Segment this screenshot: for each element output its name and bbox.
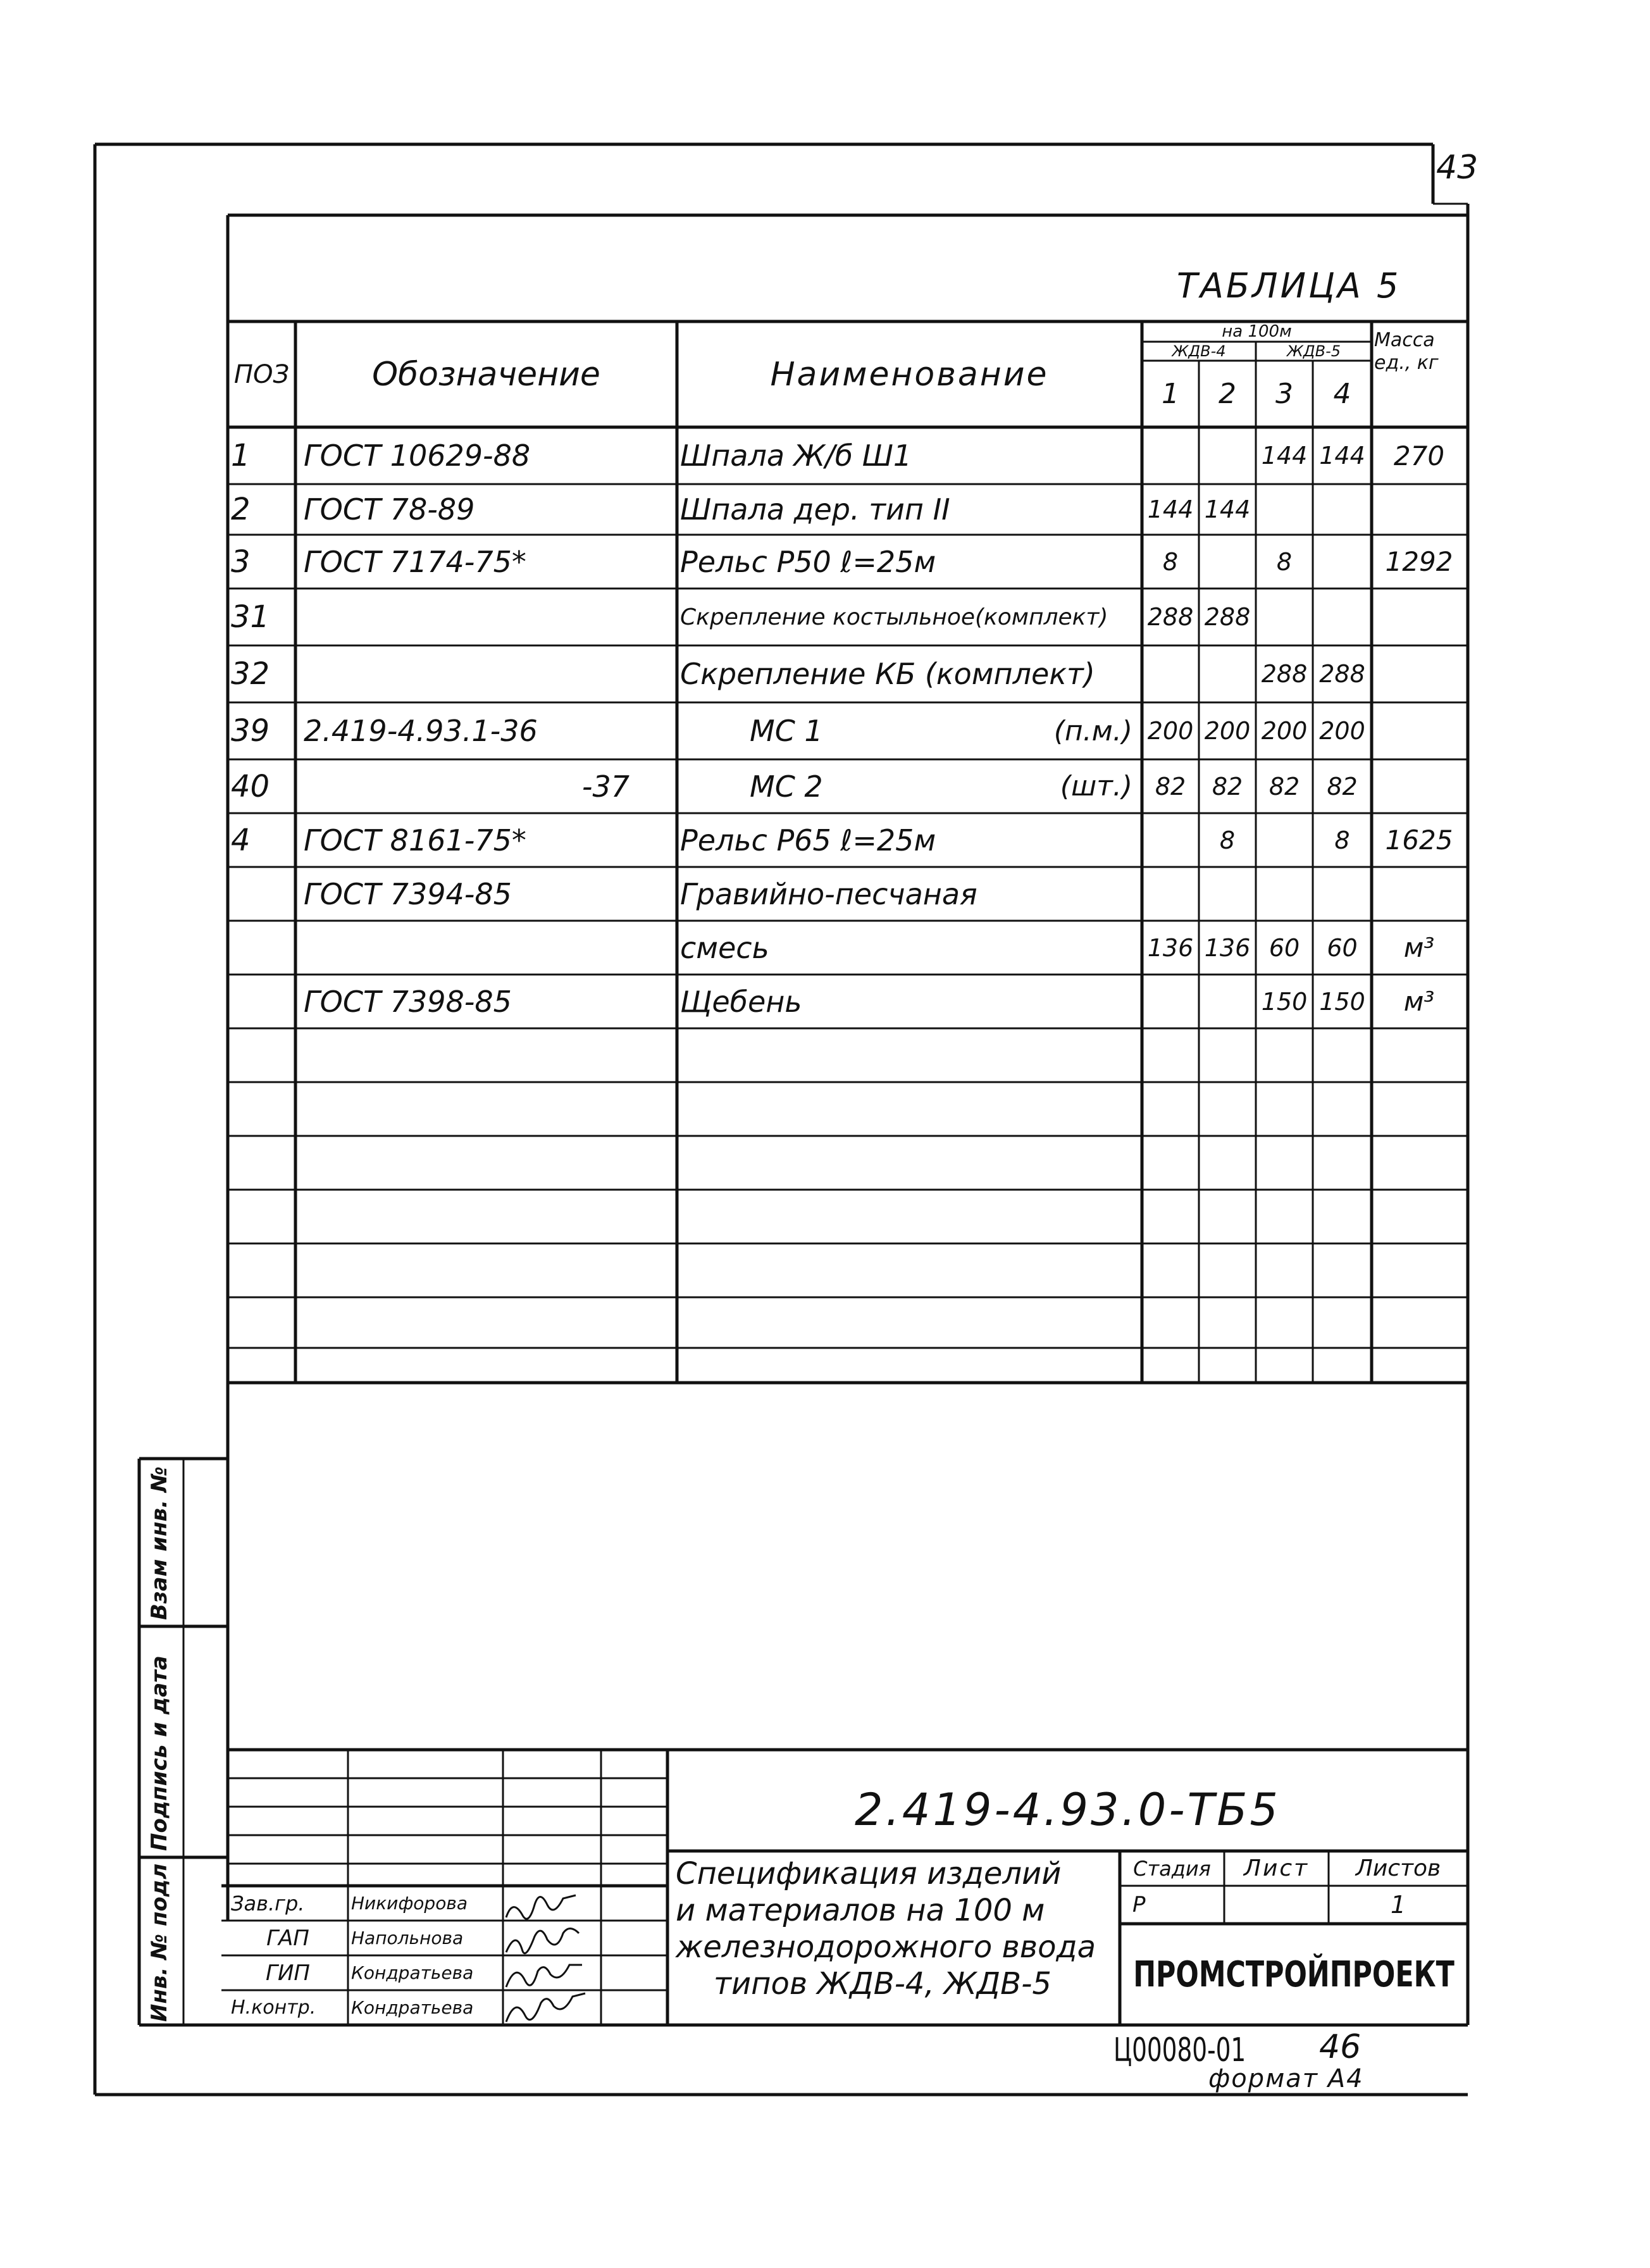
cell-q2: 8 bbox=[1219, 826, 1236, 854]
cell-q1: 136 bbox=[1147, 933, 1194, 962]
header-zhdv5: ЖДВ-5 bbox=[1287, 342, 1341, 360]
cell-unit: (шт.) bbox=[1060, 770, 1132, 802]
cell-q3: 288 bbox=[1261, 660, 1308, 688]
header-name: Наименование bbox=[770, 355, 1049, 394]
cell-name: Щебень bbox=[680, 984, 802, 1019]
cell-name: Гравийно-песчаная bbox=[680, 876, 977, 911]
doc-code: 2.419-4.93.0-ТБ5 bbox=[855, 1784, 1281, 1836]
cell-designation: ГОСТ 7174-75* bbox=[304, 544, 526, 579]
sheets-label: Листов bbox=[1355, 1855, 1441, 1881]
cell-pos: 4 bbox=[231, 822, 251, 858]
header-col1: 1 bbox=[1162, 378, 1179, 410]
cell-q3: 200 bbox=[1261, 717, 1308, 745]
cell-q4: 60 bbox=[1327, 933, 1358, 962]
header-qty-group: на 100м bbox=[1222, 322, 1292, 341]
cell-designation: ГОСТ 78-89 bbox=[304, 492, 475, 526]
signature-3 bbox=[506, 1965, 582, 1987]
cell-pos: 31 bbox=[231, 599, 270, 635]
signature-2 bbox=[506, 1929, 579, 1953]
cell-name: МС 2 bbox=[750, 769, 823, 804]
cell-name: Рельс Р50 ℓ=25м bbox=[680, 544, 936, 579]
side-stamp-inv-podl: Инв. № подл bbox=[147, 1863, 172, 2022]
role-4: Н.контр. bbox=[231, 1997, 316, 2019]
signature-4 bbox=[506, 1993, 585, 2022]
cell-mass: м³ bbox=[1403, 986, 1435, 1017]
cell-q4: 200 bbox=[1319, 717, 1365, 745]
cell-q4: 150 bbox=[1319, 987, 1365, 1016]
cell-q3: 150 bbox=[1261, 987, 1308, 1016]
header-zhdv4: ЖДВ-4 bbox=[1172, 342, 1226, 360]
cell-pos: 32 bbox=[231, 656, 270, 692]
cell-q1: 200 bbox=[1147, 717, 1194, 745]
cell-designation: ГОСТ 7394-85 bbox=[304, 876, 512, 911]
cell-q2: 200 bbox=[1204, 717, 1251, 745]
cell-q2: 288 bbox=[1204, 603, 1251, 631]
cell-name: смесь bbox=[680, 930, 769, 965]
format-note: формат А4 bbox=[1208, 2064, 1364, 2093]
cell-name: Шпала дер. тип II bbox=[680, 492, 950, 526]
cell-pos: 39 bbox=[231, 713, 270, 749]
cell-q2: 144 bbox=[1204, 495, 1251, 523]
cell-name: Скрепление КБ (комплект) bbox=[680, 657, 1095, 691]
person-4: Кондратьева bbox=[351, 1997, 474, 2018]
cell-pos: 40 bbox=[231, 768, 270, 804]
cell-q4: 144 bbox=[1319, 442, 1365, 470]
cell-name: Шпала Ж/б Ш1 bbox=[680, 439, 912, 473]
doc-description-line-1: Спецификация изделий bbox=[676, 1856, 1062, 1891]
header-designation: Обозначение bbox=[372, 355, 600, 394]
cell-designation: -37 bbox=[581, 769, 630, 804]
cell-mass: м³ bbox=[1403, 932, 1435, 963]
cell-q3: 60 bbox=[1269, 933, 1300, 962]
cell-q3: 8 bbox=[1276, 547, 1293, 576]
cell-q1: 144 bbox=[1147, 495, 1194, 523]
cell-pos: 3 bbox=[231, 544, 251, 580]
cell-q3: 82 bbox=[1269, 772, 1300, 801]
doc-description-line-4: типов ЖДВ-4, ЖДВ-5 bbox=[714, 1966, 1051, 2002]
cell-q1: 8 bbox=[1162, 547, 1179, 576]
cell-q2: 82 bbox=[1212, 772, 1243, 801]
header-col3: 3 bbox=[1275, 378, 1293, 410]
cell-q1: 82 bbox=[1155, 772, 1186, 801]
header-col2: 2 bbox=[1219, 378, 1236, 410]
sheets-value: 1 bbox=[1390, 1891, 1406, 1919]
side-stamp-podpis: Подпись и дата bbox=[147, 1655, 172, 1851]
doc-description-line-2: и материалов на 100 м bbox=[676, 1893, 1045, 1928]
role-2: ГАП bbox=[266, 1925, 309, 1951]
side-stamp-vzam: Взам инв. № bbox=[147, 1466, 172, 1620]
person-2: Напольнова bbox=[351, 1928, 464, 1948]
organization-name: ПРОМСТРОЙПРОЕКТ bbox=[1133, 1953, 1455, 1995]
archive-number: 46 bbox=[1319, 2028, 1362, 2066]
cell-designation: ГОСТ 7398-85 bbox=[304, 984, 512, 1019]
person-1: Никифорова bbox=[351, 1893, 468, 1914]
person-3: Кондратьева bbox=[351, 1962, 474, 1983]
table-title: ТАБЛИЦА 5 bbox=[1177, 266, 1401, 306]
stage-value: Р bbox=[1132, 1892, 1146, 1917]
cell-pos: 2 bbox=[231, 492, 251, 527]
cell-q4: 288 bbox=[1319, 660, 1365, 688]
page-number: 43 bbox=[1436, 149, 1479, 187]
doc-description-line-3: железнодорожного ввода bbox=[676, 1929, 1096, 1965]
cell-name: МС 1 bbox=[750, 714, 823, 748]
stage-label: Стадия bbox=[1133, 1856, 1211, 1881]
cell-q1: 288 bbox=[1147, 603, 1194, 631]
cell-mass: 270 bbox=[1393, 440, 1445, 471]
cell-pos: 1 bbox=[231, 438, 251, 473]
signature-1 bbox=[506, 1895, 576, 1919]
cell-designation: 2.419-4.93.1-36 bbox=[304, 714, 538, 748]
cell-mass: 1292 bbox=[1385, 546, 1453, 577]
cell-designation: ГОСТ 10629-88 bbox=[304, 439, 531, 473]
cell-unit: (п.м.) bbox=[1053, 714, 1132, 747]
header-mass: Масса ед., кг bbox=[1374, 329, 1439, 374]
header-pos: ПОЗ bbox=[233, 359, 290, 389]
sheet-label: Лист bbox=[1243, 1855, 1310, 1881]
header-col4: 4 bbox=[1333, 378, 1351, 410]
cell-q4: 82 bbox=[1327, 772, 1358, 801]
cell-q2: 136 bbox=[1204, 933, 1251, 962]
cell-name: Рельс Р65 ℓ=25м bbox=[680, 823, 936, 857]
cell-name: Скрепление костыльное(комплект) bbox=[680, 604, 1108, 630]
role-3: ГИП bbox=[266, 1960, 310, 1986]
cell-mass: 1625 bbox=[1385, 825, 1453, 856]
archive-code: Ц00080-01 bbox=[1113, 2031, 1246, 2069]
cell-designation: ГОСТ 8161-75* bbox=[304, 823, 526, 857]
cell-q4: 8 bbox=[1334, 826, 1350, 854]
role-1: Зав.гр. bbox=[231, 1891, 305, 1916]
cell-q3: 144 bbox=[1261, 442, 1308, 470]
